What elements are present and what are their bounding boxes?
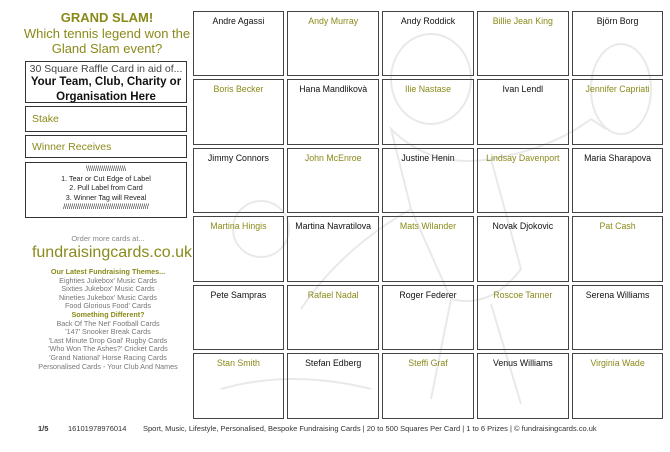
raffle-square[interactable] [287,148,379,214]
player-name: Hana Mandlikovà [299,84,368,94]
stake-field[interactable]: Stake [25,106,187,132]
raffle-square[interactable] [193,216,285,282]
raffle-square[interactable] [477,216,569,282]
theme-item: Sixties Jukebox' Music Cards [61,284,155,294]
player-name: Justine Henin [401,152,455,163]
player-name: Stan Smith [216,358,260,368]
player-name: Andy Murray [308,15,359,26]
raffle-square[interactable] [287,353,379,419]
theme-item: Food Glorious Food' Cards [64,301,152,311]
player-name: Virginia Wade [590,358,645,368]
raffle-square[interactable] [477,11,569,77]
player-name: Stefan Edberg [305,358,362,368]
different-item: Back Of The Net' Football Cards [56,318,160,328]
different-heading: Something Different? [71,309,145,319]
player-name: Novak Djokovic [492,221,554,231]
card-title: GRAND SLAM! [60,10,154,25]
player-name: Ivan Lendl [502,84,544,94]
player-name: Pat Cash [599,221,636,231]
raffle-square[interactable] [382,79,474,145]
instr-top-border: \\\\\\\\\\\\\\\\\\\\ [86,164,126,173]
card-question: Which tennis legend won the Gland Slam event? [23,26,191,56]
raffle-square[interactable] [572,285,664,351]
raffle-box [25,61,187,103]
player-name: Billie Jean King [492,15,553,26]
instr-bottom-border: /////////////////////////////////////////// [63,202,149,212]
raffle-square[interactable] [477,285,569,351]
raffle-square[interactable] [382,216,474,282]
player-name: Ilie Nastase [405,84,451,94]
player-name: Lindsay Davenport [486,152,560,163]
player-name: Venus Williams [492,358,553,368]
raffle-organisation: Your Team, Club, Charity or Organisation Here [30,76,182,103]
player-name: Andy Roddick [400,15,456,26]
card-code: 16101978976014 [68,424,127,433]
website-link[interactable]: fundraisingcards.co.uk [31,244,193,261]
raffle-square[interactable] [572,148,664,214]
winner-field[interactable]: Winner Receives [25,135,187,158]
different-item: '147' Snooker Break Cards [65,327,151,337]
themes-heading: Our Latest Fundraising Themes... [50,267,166,276]
themes-list [22,268,194,371]
order-text: Order more cards at... [71,234,145,243]
raffle-square[interactable] [477,79,569,145]
raffle-square[interactable] [382,353,474,419]
raffle-square[interactable] [193,353,285,419]
raffle-square[interactable] [287,285,379,351]
raffle-square[interactable] [572,79,664,145]
instr-step2: 2. Pull Label from Card [69,183,143,193]
player-name: Jennifer Capriati [585,84,650,94]
raffle-square[interactable] [287,79,379,145]
player-name: Björn Borg [596,15,639,26]
player-name: Andre Agassi [212,15,265,26]
footer-tagline: Sport, Music, Lifestyle, Personalised, Bespoke Fundraising Cards | 20 to 500 Squares Per Card | 1 to 6 Prizes | © fundraisingcards.co.uk [143,424,597,433]
player-name: Serena Williams [585,289,650,300]
player-name: Steffi Graf [408,358,448,368]
theme-item: Nineties Jukebox' Music Cards [58,292,158,302]
player-name: Boris Becker [213,84,264,94]
raffle-square[interactable] [287,11,379,77]
raffle-square[interactable] [193,79,285,145]
player-name: Mats Wilander [399,221,457,231]
player-name: Roscoe Tanner [493,289,553,300]
raffle-square[interactable] [193,11,285,77]
raffle-square[interactable] [382,11,474,77]
raffle-square[interactable] [572,11,664,77]
different-item: Personalised Cards - Your Club And Names [38,361,178,371]
raffle-square[interactable] [477,148,569,214]
raffle-square[interactable] [382,285,474,351]
player-name: Roger Federer [399,289,457,300]
raffle-square[interactable] [193,285,285,351]
different-item: 'Who Won The Ashes?' Cricket Cards [48,344,168,354]
different-item: 'Grand National' Horse Racing Cards [49,352,167,362]
player-name: John McEnroe [304,152,362,163]
raffle-square[interactable] [382,148,474,214]
instr-step3: 3. Winner Tag will Reveal [65,192,147,202]
raffle-square[interactable] [477,353,569,419]
raffle-square[interactable] [193,148,285,214]
raffle-square[interactable] [572,353,664,419]
player-name: Rafael Nadal [307,289,359,300]
different-item: 'Last Minute Drop Goal' Rugby Cards [48,335,168,345]
player-name: Martina Navratilova [295,221,372,231]
raffle-grid [191,9,665,420]
page-number: 1/5 [38,424,49,433]
raffle-square[interactable] [287,216,379,282]
player-name: Martina Hingis [210,221,267,231]
instr-step1: 1. Tear or Cut Edge of Label [61,173,151,183]
player-name: Pete Sampras [210,289,267,300]
theme-item: Eighties Jukebox' Music Cards [59,275,157,285]
left-panel [0,0,193,420]
player-name: Maria Sharapova [584,152,652,163]
instructions-box [25,162,187,218]
raffle-line1: 30 Square Raffle Card in aid of... [29,63,183,75]
player-name: Jimmy Connors [207,152,269,163]
raffle-square[interactable] [572,216,664,282]
